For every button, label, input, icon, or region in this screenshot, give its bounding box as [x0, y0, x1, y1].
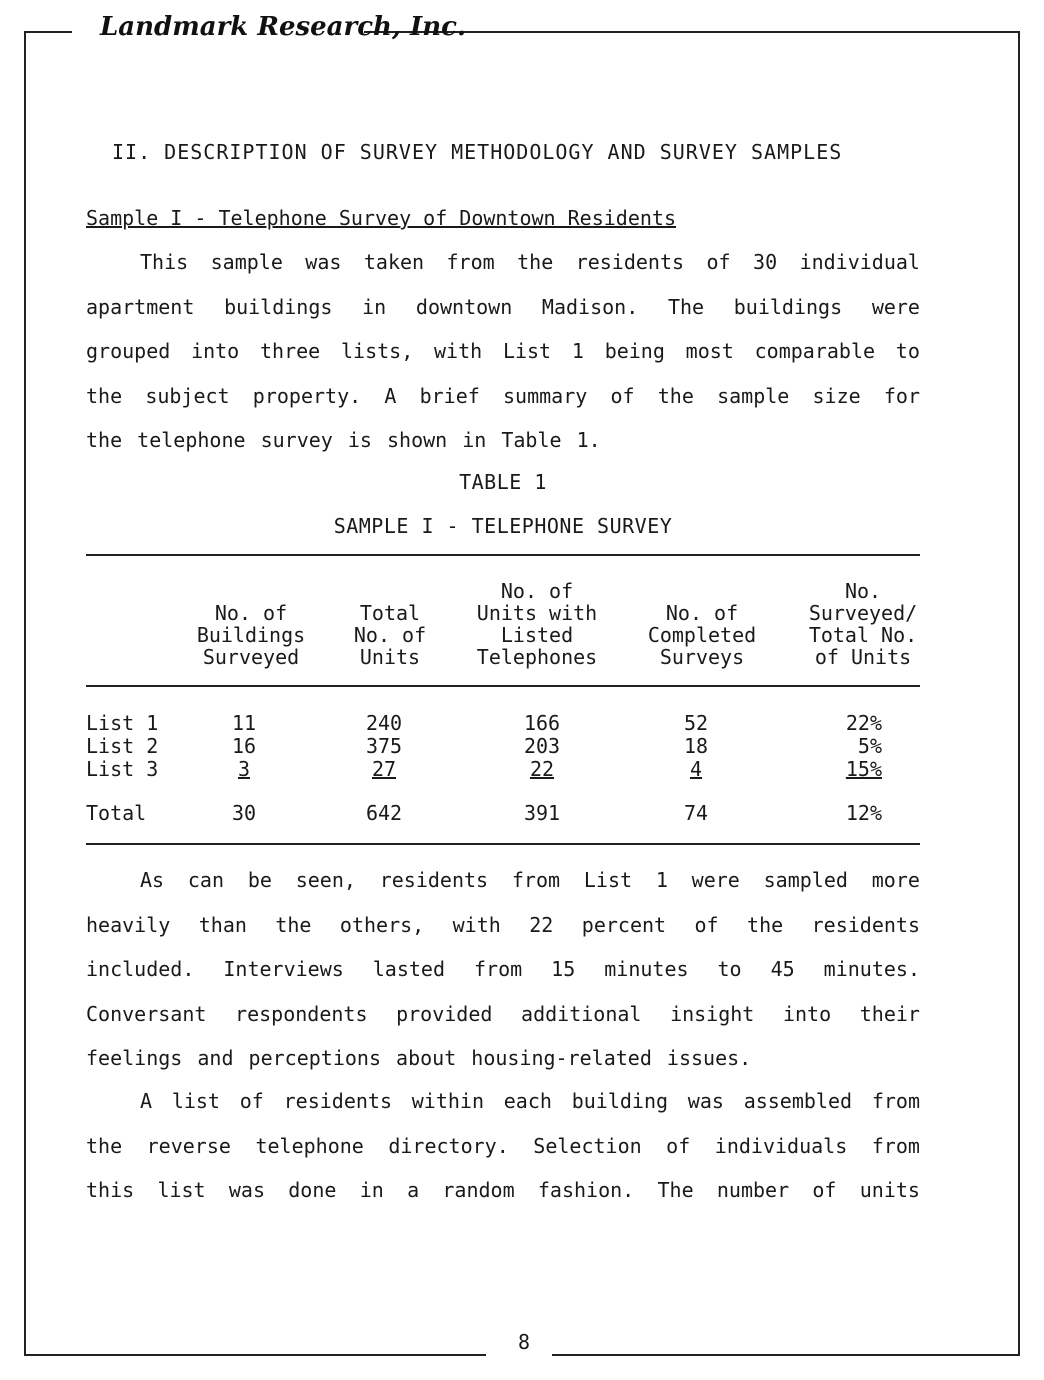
table-cell: 375 [365, 734, 403, 758]
table-cell: 5% [857, 734, 882, 758]
sample-subheading: Sample I - Telephone Survey of Downtown Residents [86, 206, 677, 230]
section-heading: II. DESCRIPTION OF SURVEY METHODOLOGY AND SURVEY SAMPLES [112, 140, 843, 164]
paragraph-intro [86, 248, 920, 471]
table-cell-total: 30 [231, 801, 257, 825]
table-number: TABLE 1 [459, 470, 547, 494]
paragraph-line: heavily than the others, with 22 percent of the residents [86, 912, 920, 937]
table-cell: 15% [845, 757, 882, 781]
column-header-completed-surveys: No. of Completed Surveys [647, 601, 757, 669]
frame-left [24, 31, 26, 1355]
table-cell-total: 74 [683, 801, 709, 825]
paragraph-line: Conversant respondents provided additional insight into their [86, 1001, 920, 1026]
frame-right [1018, 31, 1020, 1355]
paragraph-line: the telephone survey is shown in Table 1. [86, 428, 601, 452]
paragraph-line: included. Interviews lasted from 15 minutes to 45 minutes. [86, 957, 920, 981]
table-cell: 27 [371, 757, 397, 781]
table-cell: 240 [365, 711, 403, 735]
paragraph-line: the subject property. A brief summary of the sample size for [86, 383, 920, 408]
column-header-total-units: Total No. of Units [353, 601, 427, 669]
paragraph-results [86, 866, 920, 1089]
table-cell: 22 [529, 757, 555, 781]
column-header-listed-telephones: No. of Units with Listed Telephones [476, 579, 598, 669]
column-header-surveyed-ratio: No. Surveyed/ Total No. of Units [808, 579, 918, 669]
column-header-buildings: No. of Buildings Surveyed [196, 601, 306, 669]
paragraph-line: grouped into three lists, with List 1 being most comparable to [86, 339, 920, 363]
paragraph-selection [86, 1087, 920, 1221]
table-cell-total: 391 [523, 801, 561, 825]
table-cell: 166 [523, 711, 561, 735]
frame-bottom-right [552, 1354, 1020, 1356]
table-header-rule [86, 685, 920, 687]
row-label-list-1: List 1 [86, 711, 159, 735]
paragraph-line: the reverse telephone directory. Selection of individuals from [86, 1133, 920, 1158]
row-label-list-3: List 3 [86, 757, 159, 781]
paragraph-line: this list was done in a random fashion. The number of units [86, 1178, 920, 1202]
table-cell: 3 [237, 757, 251, 781]
table-cell-total: 12% [845, 801, 882, 825]
row-label-total: Total [86, 801, 147, 825]
table-cell: 11 [231, 711, 257, 735]
table-cell-total: 642 [365, 801, 403, 825]
table-bottom-rule [86, 843, 920, 845]
table-cell: 52 [683, 711, 709, 735]
table-cell: 18 [683, 734, 709, 758]
frame-bottom-left [24, 1354, 486, 1356]
table-cell: 22% [845, 711, 882, 735]
company-logo: Landmark Research, Inc. [100, 12, 466, 42]
page-number: 8 [517, 1330, 531, 1354]
paragraph-line: apartment buildings in downtown Madison. The buildings were [86, 294, 920, 319]
paragraph-line: As can be seen, residents from List 1 were sampled more [140, 868, 920, 892]
paragraph-line: feelings and perceptions about housing-related issues. [86, 1046, 752, 1070]
table-title: SAMPLE I - TELEPHONE SURVEY [333, 514, 673, 538]
row-label-list-2: List 2 [86, 734, 159, 758]
paragraph-line: A list of residents within each building was assembled from [140, 1089, 920, 1113]
table-top-rule [86, 554, 920, 556]
table-cell: 4 [689, 757, 703, 781]
frame-top-left [24, 31, 72, 33]
paragraph-line: This sample was taken from the residents of 30 individual [140, 250, 920, 274]
table-cell: 16 [231, 734, 257, 758]
table-cell: 203 [523, 734, 561, 758]
